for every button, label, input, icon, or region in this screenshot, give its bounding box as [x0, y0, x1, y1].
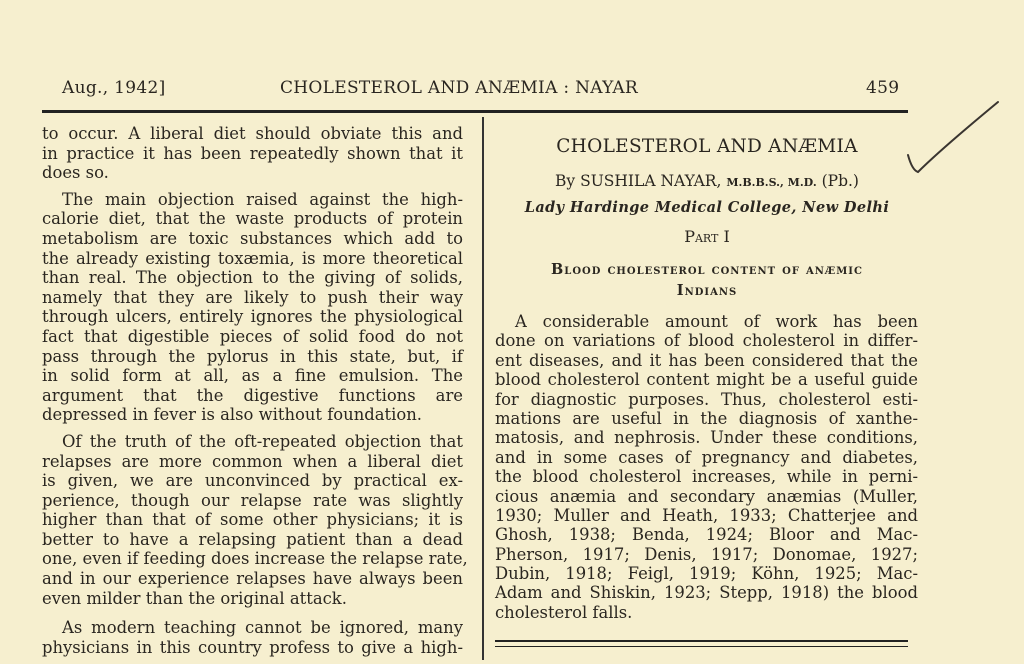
text-line: Ghosh, 1938; Benda, 1924; Bloor and Mac- — [495, 525, 918, 545]
text-line: than real. The objection to the giving of solids, — [42, 268, 463, 288]
text-line: better to have a relapsing patient than a dead — [42, 529, 463, 549]
text-line: perience, though our relapse rate was slightly — [42, 490, 463, 510]
section-heading-line1: Blood cholesterol content of anæmic — [551, 261, 863, 278]
text-line: and in some cases of pregnancy and diabetes, — [495, 447, 918, 467]
text-line: blood cholesterol content might be a useful guide — [495, 370, 918, 390]
text-line: matosis, and nephrosis. Under these conditions, — [495, 428, 918, 448]
text-line: Dubin, 1918; Feigl, 1919; Köhn, 1925; Mac- — [495, 564, 918, 584]
text-line: mations are useful in the diagnosis of xanthe- — [495, 408, 918, 428]
column-divider — [482, 117, 484, 660]
author-degrees: M.B.B.S., M.D. — [726, 176, 817, 189]
text-line: cious anæmia and secondary anæmias (Muller, — [495, 486, 918, 506]
page-number: 459 — [866, 78, 900, 98]
header-rule — [42, 110, 908, 113]
paragraph — [42, 618, 463, 657]
text-line: argument that the digestive functions are — [42, 385, 463, 405]
text-line: ent diseases, and it has been considered that the — [495, 350, 918, 370]
text-line: in practice it has been repeatedly shown that it — [42, 143, 463, 163]
text-line: is given, we are unconvinced by practical ex- — [42, 471, 463, 491]
text-line: higher than that of some other physicians; it is — [42, 510, 463, 530]
text-line: The main objection raised against the high- — [62, 189, 463, 209]
article-body — [495, 312, 918, 622]
paragraph — [42, 124, 463, 183]
text-line: depressed in fever is also without foundation. — [42, 405, 423, 425]
running-header-title: CHOLESTEROL AND ANÆMIA : NAYAR — [280, 78, 639, 98]
text-line: Pherson, 1917; Denis, 1917; Donomae, 1927; — [495, 544, 918, 564]
text-line: Adam and Shiskin, 1923; Stepp, 1918) the blood — [495, 583, 918, 603]
text-line: even milder than the original attack. — [42, 588, 347, 608]
handwritten-checkmark — [900, 100, 1010, 200]
text-line: done on variations of blood cholesterol in differ- — [495, 331, 918, 351]
text-line: relapses are more common when a liberal diet — [42, 451, 463, 471]
text-line: pass through the pylorus in this state, but, if — [42, 346, 463, 366]
author-name: By SUSHILA NAYAR, — [555, 172, 722, 190]
running-header-date: Aug., 1942] — [62, 78, 166, 98]
part-heading: Part I — [684, 227, 730, 246]
text-line: calorie diet, that the waste products of protein — [42, 209, 463, 229]
paragraph — [42, 190, 463, 425]
degree-place: (Pb.) — [821, 172, 859, 190]
text-line: in solid form at all, as a fine emulsion. The — [42, 366, 463, 386]
text-line: As modern teaching cannot be ignored, many — [62, 618, 463, 638]
paragraph — [42, 431, 468, 608]
text-line: fact that digestible pieces of solid food do not — [42, 326, 463, 346]
text-line: does so. — [42, 163, 109, 183]
text-line: A considerable amount of work has been — [515, 312, 918, 331]
text-line: one, even if feeding does increase the relapse rate, — [42, 549, 468, 569]
text-line: physicians in this country profess to give a high- — [42, 637, 463, 657]
text-line: the already existing toxæmia, is more theoretical — [42, 248, 463, 268]
text-line: to occur. A liberal diet should obviate this and — [42, 124, 463, 143]
text-line: and in our experience relapses have always been — [42, 569, 463, 589]
left-column — [42, 124, 468, 664]
article-end-rule-2 — [495, 646, 908, 647]
affiliation: Lady Hardinge Medical College, New Delhi — [524, 199, 890, 216]
text-line: the blood cholesterol increases, while in perni- — [495, 467, 918, 487]
text-line: for diagnostic purposes. Thus, cholesterol esti- — [495, 389, 918, 409]
text-line: cholesterol falls. — [495, 602, 633, 622]
text-line: Of the truth of the oft-repeated objection that — [62, 431, 463, 451]
text-line: through ulcers, entirely ignores the physiological — [42, 307, 463, 327]
text-line: namely that they are likely to push their way — [42, 287, 463, 307]
article-byline — [495, 172, 919, 190]
text-line: metabolism are toxic substances which add to — [42, 228, 463, 248]
section-heading-line2: Indians — [676, 282, 738, 299]
article-title: CHOLESTEROL AND ANÆMIA — [556, 136, 858, 157]
text-line: 1930; Muller and Heath, 1933; Chatterjee and — [495, 505, 918, 525]
article-end-rule — [495, 640, 908, 642]
